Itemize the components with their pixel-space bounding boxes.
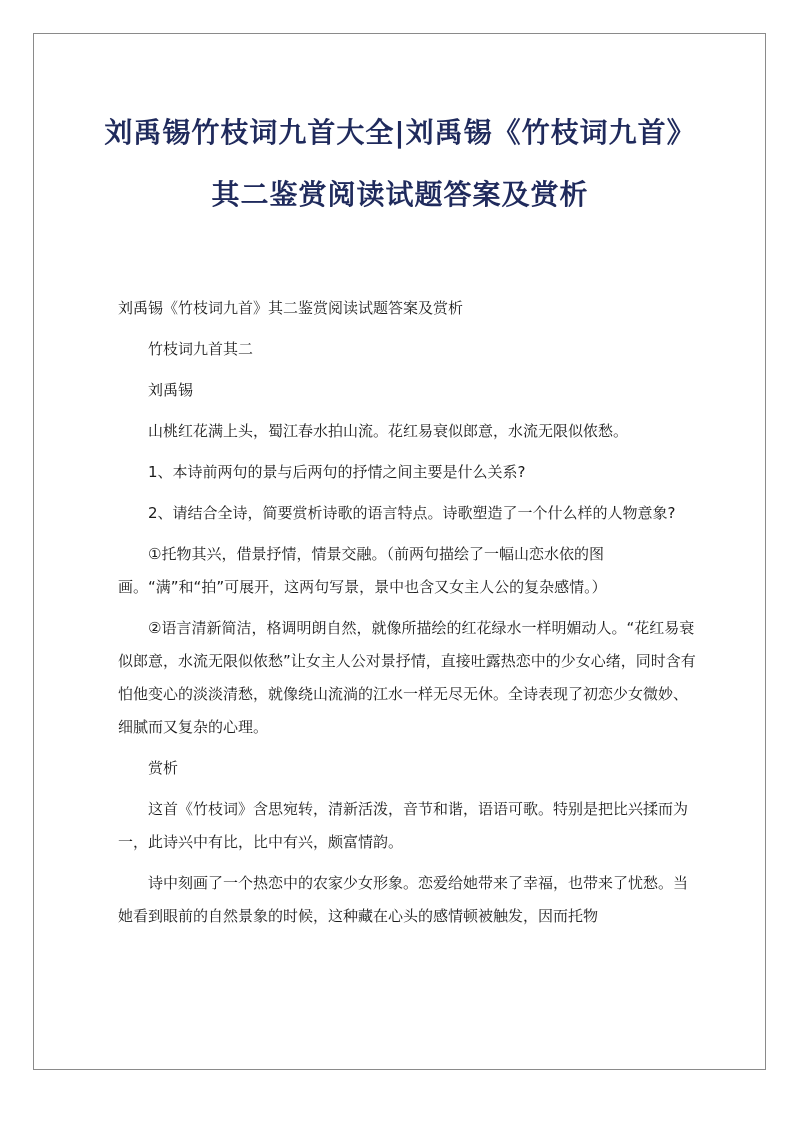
document-subtitle: 刘禹锡《竹枝词九首》其二鉴赏阅读试题答案及赏析 bbox=[118, 299, 464, 317]
question-2: 2、请结合全诗，简要赏析诗歌的语言特点。诗歌塑造了一个什么样的人物意象? bbox=[148, 504, 676, 522]
question-1: 1、本诗前两句的景与后两句的抒情之间主要是什么关系? bbox=[148, 463, 526, 481]
poem-text: 山桃红花满上头，蜀江春水拍山流。花红易衰似郎意，水流无限似侬愁。 bbox=[148, 422, 629, 440]
poem-title: 竹枝词九首其二 bbox=[148, 340, 254, 358]
appreciation-paragraph-1: 这首《竹枝词》含思宛转，清新活泼，音节和谐，语语可歌。特别是把比兴揉而为一，此诗兴中有比，比中有兴，颇富情韵。 bbox=[118, 800, 689, 851]
answer-1: ①托物其兴，借景抒情，情景交融。（前两句描绘了一幅山恋水依的图画。“满”和“拍”可展开，这两句写景，景中也含又女主人公的复杂感情。） bbox=[118, 545, 607, 596]
appreciation-paragraph-2: 诗中刻画了一个热恋中的农家少女形象。恋爱给她带来了幸福，也带来了忧愁。当她看到眼前的自然景象的时候，这种藏在心头的感情顿被触发，因而托物 bbox=[118, 874, 689, 925]
appreciation-heading: 赏析 bbox=[148, 759, 179, 777]
poem-author: 刘禹锡 bbox=[148, 381, 194, 399]
document-title: 刘禹锡竹枝词九首大全|刘禹锡《竹枝词九首》其二鉴赏阅读试题答案及赏析 bbox=[104, 116, 696, 211]
document-body bbox=[118, 292, 698, 941]
answer-2: ②语言清新简洁，格调明朗自然，就像所描绘的红花绿水一样明媚动人。“花红易衰似郎意，水流无限似侬愁”让女主人公对景抒情，直接吐露热恋中的少女心绪，同时含有怕他变心的淡淡清愁，就像绕山流淌的江水一样无尽无休。全诗表现了初恋少女微妙、细腻而又复杂的心理。 bbox=[118, 619, 696, 736]
